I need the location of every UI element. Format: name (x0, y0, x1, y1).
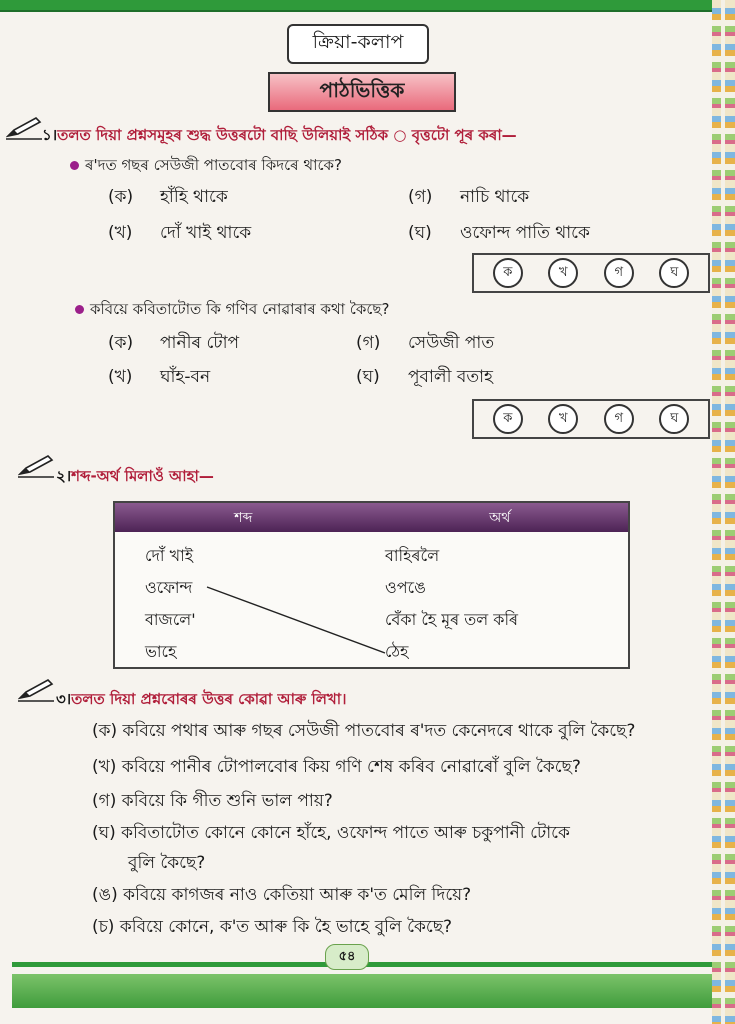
q1-heading (42, 124, 517, 149)
col-word-header: শব্দ (234, 509, 253, 526)
option-text: পূবালী বতাহ (408, 367, 493, 387)
q3-heading (56, 688, 347, 713)
bullet-icon (70, 161, 79, 170)
option-label: (ক) (108, 187, 134, 207)
meaning-cell: ওপঙে (385, 578, 426, 597)
answer-circle-ga[interactable]: গ (604, 258, 634, 288)
q1-question-1-text: ৰ'দত গছৰ সেউজী পাতবোৰ কিদৰে থাকে? (85, 156, 342, 174)
q3-question: (গ) কবিয়ে কি গীত শুনি ভাল পায়? (92, 791, 333, 811)
q1-2-option-ga (356, 330, 494, 358)
q1-2-option-ka (108, 330, 239, 358)
answer-circle-ga[interactable]: গ (604, 404, 634, 434)
activity-title: ক্ৰিয়া-কলাপ (287, 24, 429, 64)
option-text: নাচি থাকে (460, 187, 530, 207)
q1-question-2 (75, 298, 389, 323)
option-label: (ঘ) (408, 223, 432, 243)
q1-1-option-ga (408, 184, 529, 212)
q1-1-option-ka (108, 184, 228, 212)
answer-circle-gha[interactable]: ঘ (659, 258, 689, 288)
q1-heading-text: তলত দিয়া প্ৰশ্নসমূহৰ শুদ্ধ উত্তৰটো বাছি উলিয়াই সঠিক ○ বৃত্তটো পূৰ কৰা— (57, 126, 517, 144)
answer-circle-ka[interactable]: ক (493, 404, 523, 434)
match-line (115, 503, 628, 667)
q1-2-option-gha (356, 364, 493, 392)
q2-heading (56, 465, 214, 490)
q3-question: (খ) কবিয়ে পানীৰ টোপালবোৰ কিয় গণি শেষ কৰিব নোৱাৰোঁ বুলি কৈছে? (92, 757, 581, 777)
q3-question: (চ) কবিয়ে কোনে, ক'ত আৰু কি হৈ ভাহে বুলি কৈছে? (92, 917, 453, 937)
q3-heading-text: তলত দিয়া প্ৰশ্নবোৰৰ উত্তৰ কোৱা আৰু লিখা। (71, 690, 347, 708)
section-badge: পাঠভিত্তিক (268, 72, 456, 112)
meaning-cell: বেঁকা হৈ মূৰ তল কৰি (385, 610, 519, 629)
answer-circle-kha[interactable]: খ (548, 404, 578, 434)
q1-2-answer-circles (472, 399, 710, 439)
top-border (0, 0, 712, 12)
option-text: দোঁ খাই থাকে (160, 223, 252, 243)
footer-band (12, 974, 712, 1008)
q3-question-continued: বুলি কৈছে? (128, 853, 206, 873)
answer-circle-gha[interactable]: ঘ (659, 404, 689, 434)
word-cell: ওফোন্দ (145, 578, 193, 597)
pencil-icon (18, 454, 54, 478)
option-text: সেউজী পাত (408, 333, 495, 353)
q2-heading-text: শব্দ-অৰ্থ মিলাওঁ আহা— (71, 467, 214, 485)
word-cell: দোঁ খাই (145, 546, 194, 565)
option-text: ওফোন্দ পাতি থাকে (460, 223, 590, 243)
option-text: পানীৰ টোপ (160, 333, 240, 353)
q2-number: ২। (56, 467, 72, 485)
meaning-cell: ঠেহ (385, 642, 409, 661)
q1-1-answer-circles (472, 253, 710, 293)
option-text: হাঁহি থাকে (160, 187, 228, 207)
q1-1-option-gha (408, 220, 590, 248)
word-meaning-table (113, 501, 630, 669)
option-label: (ঘ) (356, 367, 380, 387)
book-spine-decoration (712, 0, 735, 1024)
word-cell: বাজলে' (145, 610, 196, 629)
option-label: (ক) (108, 333, 134, 353)
q1-number: ১। (42, 126, 58, 144)
q1-2-option-kha (108, 364, 210, 392)
q3-question: (ঙ) কবিয়ে কাগজৰ নাও কেতিয়া আৰু ক'ত মেলি দিয়ে? (92, 885, 472, 905)
word-cell: ভাহে (145, 642, 177, 661)
meaning-cell: বাহিৰলৈ (385, 546, 440, 565)
option-text: ঘাঁহ-বন (160, 367, 211, 387)
q1-1-option-kha (108, 220, 251, 248)
col-meaning-header: অৰ্থ (489, 509, 511, 526)
option-label: (গ) (356, 333, 381, 353)
option-label: (খ) (108, 223, 133, 243)
q3-number: ৩। (56, 690, 72, 708)
option-label: (গ) (408, 187, 433, 207)
q1-question-2-text: কবিয়ে কবিতাটোত কি গণিব নোৱাৰাৰ কথা কৈছে? (90, 300, 390, 318)
bullet-icon (75, 305, 84, 314)
q3-question: (ক) কবিয়ে পথাৰ আৰু গছৰ সেউজী পাতবোৰ ৰ'দত কেনেদৰে থাকে বুলি কৈছে? (92, 721, 636, 741)
pencil-icon (18, 678, 54, 702)
option-label: (খ) (108, 367, 133, 387)
page-number: ৫৪ (325, 944, 369, 970)
answer-circle-ka[interactable]: ক (493, 258, 523, 288)
q3-question: (ঘ) কবিতাটোত কোনে কোনে হাঁহে, ওফোন্দ পাতে আৰু চকুপানী টোকে (92, 823, 570, 843)
answer-circle-kha[interactable]: খ (548, 258, 578, 288)
q1-question-1 (70, 154, 342, 179)
pencil-icon (6, 116, 42, 140)
